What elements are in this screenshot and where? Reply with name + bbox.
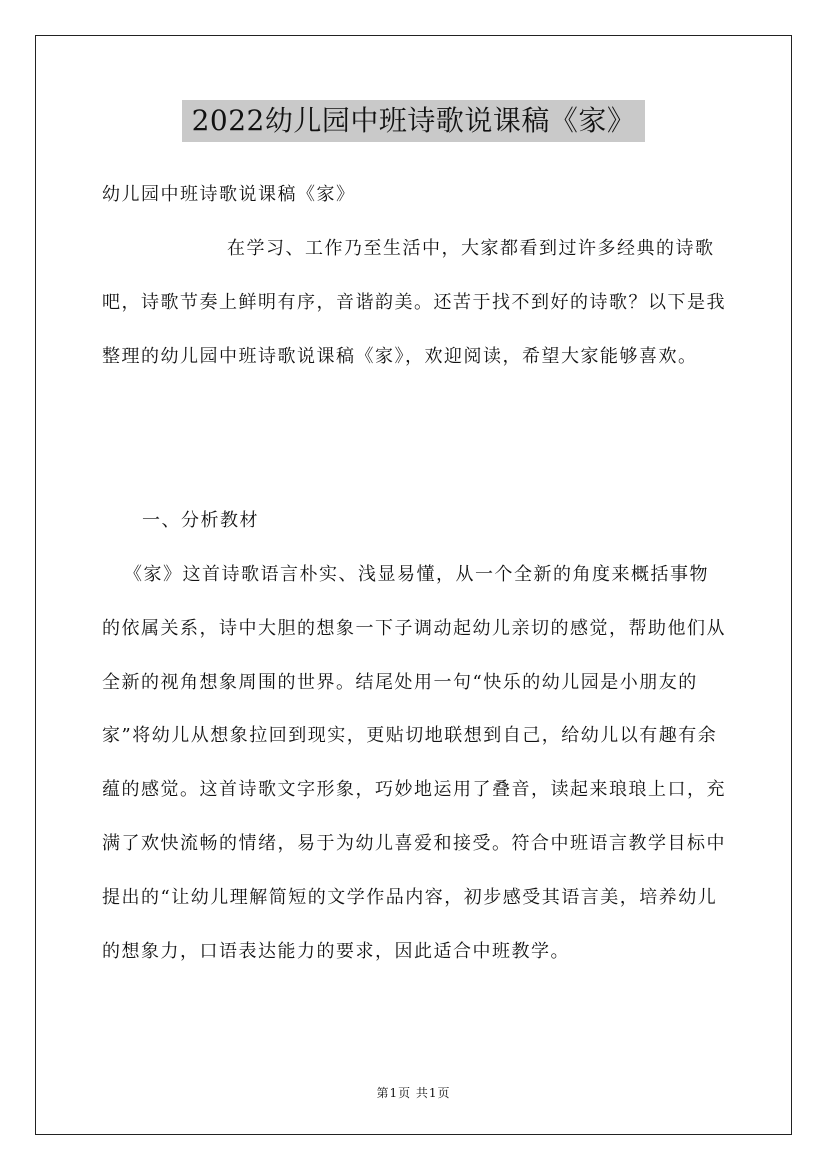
section-heading: 一、分析教材	[142, 510, 259, 531]
page-footer: 第1页 共1页	[376, 1086, 451, 1100]
intro-paragraph: 在学习、工作乃至生活中，大家都看到过许多经典的诗歌吧，诗歌节奏上鲜明有序，音谐韵美。还苦于找不到好的诗歌？以下是我整理的幼儿园中班诗歌说课稿《家》，欢迎阅读，希望大家能够喜欢。	[102, 238, 726, 367]
title-container	[0, 100, 827, 142]
document-subtitle: 幼儿园中班诗歌说课稿《家》	[102, 184, 356, 205]
document-title: 2022幼儿园中班诗歌说课稿《家》	[182, 100, 646, 142]
section-body-paragraph: 《家》这首诗歌语言朴实、浅显易懂，从一个全新的角度来概括事物的依属关系，诗中大胆的想象一下子调动起幼儿亲切的感觉，帮助他们从全新的视角想象周围的世界。结尾处用一句“快乐的幼儿园是小朋友的家”将幼儿从想象拉回到现实，更贴切地联想到自己，给幼儿以有趣有余蕴的感觉。这首诗歌文字形象，巧妙地运用了叠音，读起来琅琅上口，充满了欢快流畅的情绪，易于为幼儿喜爱和接受。符合中班语言教学目标中提出的“让幼儿理解简短的文学作品内容，初步感受其语言美，培养幼儿的想象力，口语表达能力的要求，因此适合中班教学。	[102, 564, 726, 962]
